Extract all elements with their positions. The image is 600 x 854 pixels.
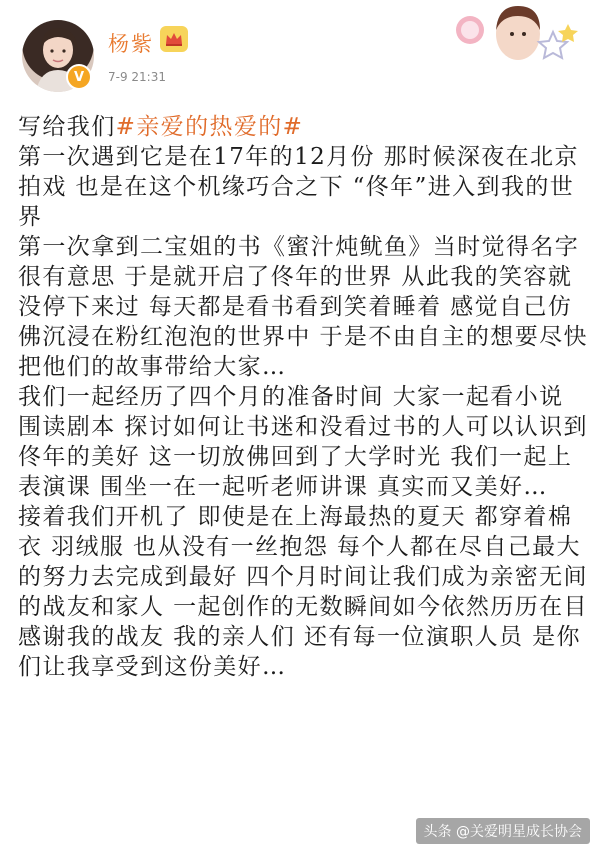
post-paragraph-3: 我们一起经历了四个月的准备时间 大家一起看小说 围读剧本 探讨如何让书迷和没看过书的人可以认识到佟年的美好 这一切放佛回到了大学时光 我们一起上表演课 围坐一在一起听老师讲课 真实而又美好… [18, 384, 588, 500]
post-header [0, 0, 600, 105]
post-paragraph-1: 第一次遇到它是在17年的12月份 那时候深夜在北京拍戏 也是在这个机缘巧合之下 “佟年”进入到我的世界 [18, 144, 579, 230]
username[interactable]: 杨紫 [108, 32, 154, 56]
verified-badge: V [66, 64, 92, 90]
post-intro-line [18, 112, 588, 142]
post-paragraph-2: 第一次拿到二宝姐的书《蜜汁炖鱿鱼》当时觉得名字很有意思 于是就开启了佟年的世界 从此我的笑容就没停下来过 每天都是看书看到笑着睡着 感觉自己仿佛沉浸在粉红泡泡的世界中 于是不由自主的想要尽快把他们的故事带给大家… [18, 234, 588, 380]
crown-icon [160, 26, 188, 52]
post-intro: 写给我们 [18, 114, 116, 140]
topic-hashtag-link[interactable]: #亲爱的热爱的# [115, 114, 304, 140]
post-timestamp: 7-9 21:31 [108, 70, 166, 84]
sticker-decoration-icon [440, 2, 590, 72]
post-paragraph-4: 接着我们开机了 即使是在上海最热的夏天 都穿着棉衣 羽绒服 也从没有一丝抱怨 每个人都在尽自己最大的努力去完成到最好 四个月时间让我们成为亲密无间的战友和家人 一起创作的无数瞬间如今依然历历在目 感谢我的战友 我的亲人们 还有每一位演职人员 是你们让我享受到这份美好… [18, 504, 588, 680]
source-watermark: 头条 @关爱明星成长协会 [416, 818, 590, 844]
post-body [18, 112, 588, 682]
